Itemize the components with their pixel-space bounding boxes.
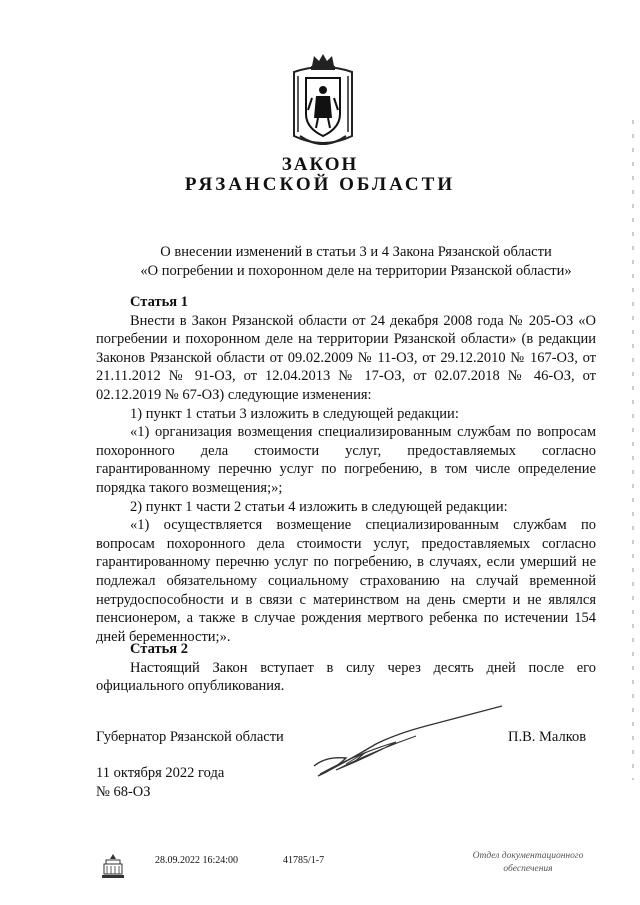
law-number: № 68-ОЗ [96, 783, 151, 800]
stamp-line-1: Отдел документационного [472, 851, 584, 861]
signatory-position: Губернатор Рязанской области [96, 729, 284, 745]
law-date: 11 октября 2022 года [96, 765, 225, 781]
article-1-item-1-text: «1) организация возмещения специализированным службам по вопросам похоронного дела стоимости услуг, предоставляемых согласно гарантированному перечню услуг по погребению, в том числе определение порядка такого возмещения;»; [96, 424, 596, 496]
article-2 [96, 640, 596, 696]
article-2-heading: Статья 2 [130, 641, 188, 657]
region-heading: РЯЗАНСКОЙ ОБЛАСТИ [184, 174, 456, 195]
department-stamp [448, 850, 608, 876]
scan-edge-marks [632, 120, 634, 780]
article-2-text: Настоящий Закон вступает в силу через десять дней после его официального опубликования. [96, 659, 596, 695]
subtitle-line-2: «О погребении и похоронном деле на территории Рязанской области» [140, 263, 572, 279]
article-1-intro: Внести в Закон Рязанской области от 24 декабря 2008 года № 205-ОЗ «О погребении и похоронном деле на территории Рязанской области» (в редакции Законов Рязанской области от 09.02.2009 № 11-ОЗ, от 29.12.2010 № 167-ОЗ, от 21.11.2012 № 91-ОЗ, от 12.04.2013 № 17-ОЗ, от 02.07.2018 № 46-ОЗ, от 02.12.2019 № 67-ОЗ) следующие изменения: [96, 312, 596, 403]
footer-registration-number: 41785/1-7 [283, 855, 325, 866]
law-date-block [96, 764, 224, 801]
footer-timestamp: 28.09.2022 16:24:00 [155, 855, 239, 866]
article-1-item-2-intro: 2) пункт 1 части 2 статьи 4 изложить в следующей редакции: [130, 498, 508, 515]
handwritten-signature [306, 696, 506, 786]
article-1-heading: Статья 1 [130, 294, 188, 310]
ryazan-coat-of-arms-icon [290, 52, 356, 152]
article-1 [96, 293, 596, 646]
article-1-item-1-intro: 1) пункт 1 статьи 3 изложить в следующей редакции: [130, 405, 459, 422]
signatory-name: П.В. Малков [508, 729, 587, 745]
law-subtitle [96, 243, 616, 281]
stamp-line-2: обеспечения [503, 864, 553, 874]
article-1-item-2-text: «1) осуществляется возмещение специализированным службам по вопросам похоронного дела стоимости услуг, предоставляемых согласно гарантированному перечню услуг по погребению, в случаях, если умерший не подлежал обязательному социальному страхованию на случай временной нетрудоспособности и в связи с материнством на день смерти и не являлся пенсионером, а также в случае рождения мертвого ребенка по истечении 154 дней беременности;». [96, 517, 596, 645]
law-heading: ЗАКОН [281, 154, 359, 175]
registry-logo-icon [100, 852, 126, 880]
subtitle-line-1: О внесении изменений в статьи 3 и 4 Закона Рязанской области [160, 244, 552, 260]
